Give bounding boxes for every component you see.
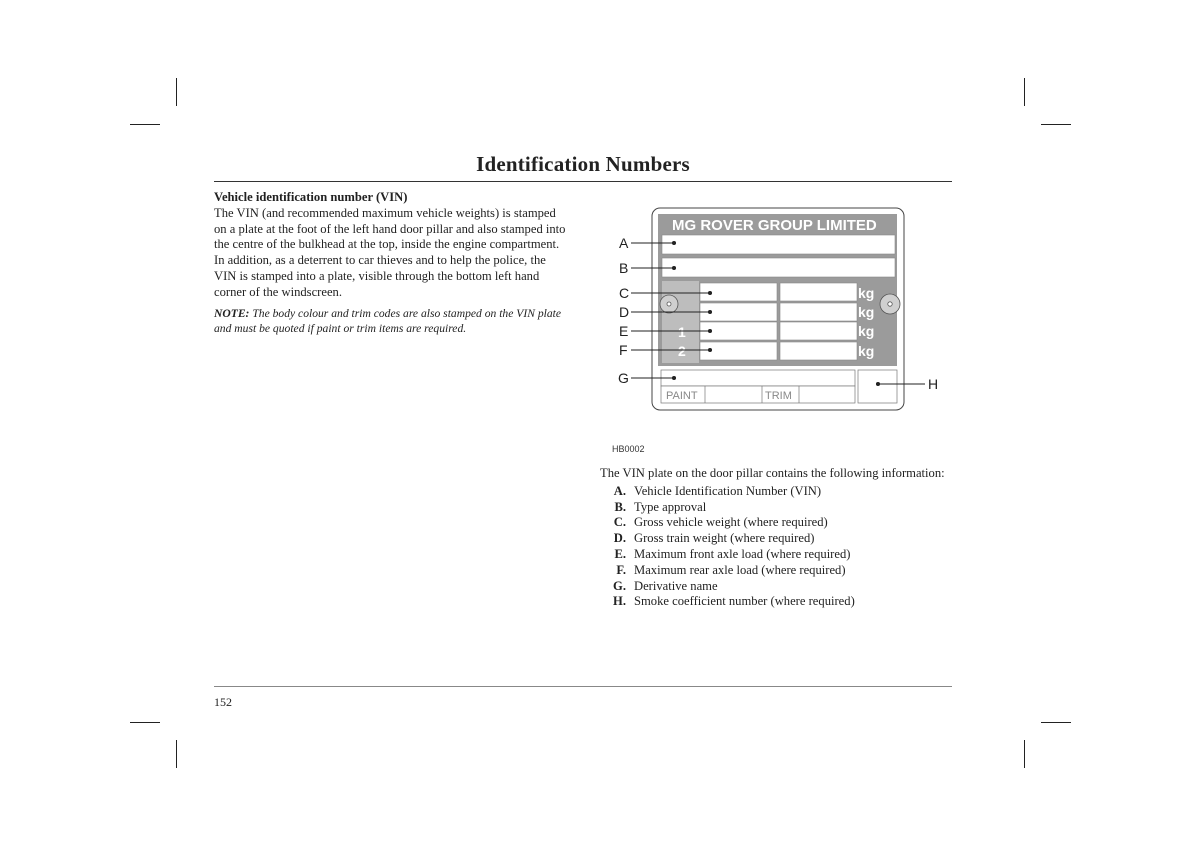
field-g: [661, 370, 855, 386]
paint-label: PAINT: [666, 390, 698, 402]
field-b: [662, 258, 895, 277]
callout-f: F: [619, 342, 628, 358]
list-item: B. Type approval: [614, 499, 707, 514]
note: [214, 306, 569, 337]
axle-2-label: 2: [678, 343, 686, 359]
field-a: [662, 235, 895, 254]
crop-mark: [1024, 740, 1025, 768]
note-text: The body colour and trim codes are also stamped on the VIN plate and must be quoted if paint or trim items are required.: [214, 306, 562, 335]
vin-description: [214, 190, 569, 336]
list-item: G. Derivative name: [613, 578, 718, 593]
legend-intro: The VIN plate on the door pillar contains the following information:: [600, 466, 945, 480]
list-item: A. Vehicle Identification Number (VIN): [613, 483, 822, 498]
list-item: C. Gross vehicle weight (where required): [613, 515, 828, 530]
vin-plate-diagram: [600, 200, 960, 440]
callout-a: A: [619, 235, 629, 251]
page-title: Identification Numbers: [476, 152, 690, 176]
section-heading: Vehicle identification number (VIN): [214, 190, 408, 204]
rivet-left: [660, 295, 678, 313]
callout-e: E: [619, 323, 629, 339]
unit-kg-c: kg: [858, 285, 875, 301]
list-item: H. Smoke coefficient number (where required): [613, 594, 855, 609]
field-h: [858, 370, 897, 403]
callout-d: D: [619, 304, 630, 320]
callout-b: B: [619, 260, 629, 276]
crop-mark: [176, 740, 177, 768]
list-item: E. Maximum front axle load (where required): [614, 546, 851, 561]
vin-plate-legend: [600, 466, 952, 610]
crop-mark: [130, 722, 160, 723]
list-item: D. Gross train weight (where required): [613, 531, 815, 546]
note-label: NOTE:: [214, 306, 250, 320]
callout-c: C: [619, 285, 630, 301]
trim-label: TRIM: [765, 390, 792, 402]
figure-code: HB0002: [612, 444, 645, 454]
unit-kg-d: kg: [858, 304, 875, 320]
legend-list: [600, 484, 952, 610]
page-number: 152: [214, 695, 232, 709]
crop-mark: [1024, 78, 1025, 106]
plate-title: MG ROVER GROUP LIMITED: [672, 217, 877, 234]
unit-kg-e: kg: [858, 323, 875, 339]
callout-h: H: [928, 376, 939, 392]
callout-g: G: [618, 370, 629, 386]
crop-mark: [130, 124, 160, 125]
rivet-right: [880, 294, 900, 314]
vin-body-text: The VIN (and recommended maximum vehicle weights) is stamped on a plate at the foot of the left hand door pillar and also stamped into the centre of the bulkhead at the top, inside the engine compartment. In addition, as a deterrent to car thieves and to help the police, the VIN is stamped into a plate, visible through the bottom left hand corner of the windscreen.: [214, 205, 566, 299]
crop-mark: [1041, 124, 1071, 125]
unit-kg-f: kg: [858, 343, 875, 359]
footer-rule: [214, 686, 952, 687]
list-item: F. Maximum rear axle load (where required): [616, 562, 846, 577]
crop-mark: [1041, 722, 1071, 723]
axle-1-label: 1: [678, 324, 686, 340]
title-rule: [214, 181, 952, 182]
crop-mark: [176, 78, 177, 106]
